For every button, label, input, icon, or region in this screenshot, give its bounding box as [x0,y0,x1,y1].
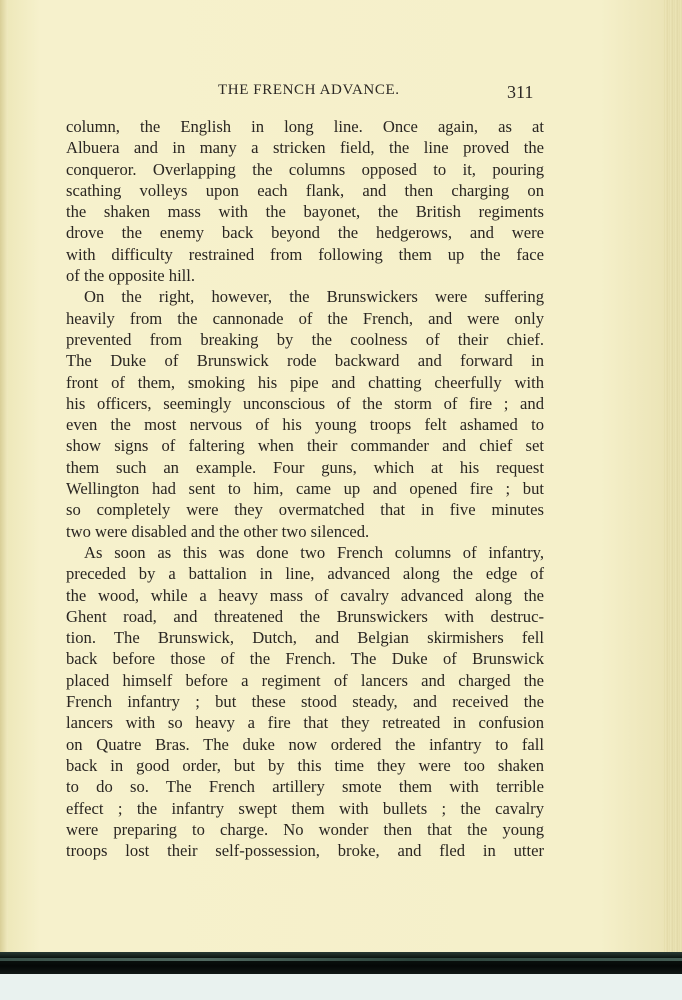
running-head-title: THE FRENCH ADVANCE. [218,82,400,98]
text-line: French infantry ; but these stood steady, and received the [66,692,544,712]
text-line: placed himself before a regiment of lancers and charged the [66,670,544,690]
text-line: effect ; the infantry swept them with bullets ; the cavalry [66,798,544,818]
text-line: scathing volleys upon each flank, and then charging on [66,180,544,200]
scan-margin [0,974,682,1000]
text-line: Albuera and in many a stricken field, the line proved the [66,138,544,158]
body-text [66,116,544,861]
text-line: preceded by a battalion in line, advanced along the edge of [66,564,544,584]
text-line: even the most nervous of his young troops felt ashamed to [66,415,544,435]
page-number: 311 [507,82,534,102]
text-line: troops lost their self-possession, broke, and fled in utter [66,841,544,861]
text-line: the shaken mass with the bayonet, the British regiments [66,202,544,222]
text-line: of the opposite hill. [66,266,196,286]
text-line: conqueror. Overlapping the columns opposed to it, pouring [66,159,544,179]
text-line: drove the enemy back beyond the hedgerows, and were [66,223,544,243]
text-line: Ghent road, and threatened the Brunswickers with destruc- [66,606,544,626]
scanner-band-highlight [0,958,682,961]
text-line: column, the English in long line. Once again, as at [66,117,544,136]
scanner-bottom-band [0,952,682,974]
text-line: show signs of faltering when their commander and chief set [66,436,544,456]
text-line: to do so. The French artillery smote them with terrible [66,777,544,797]
page-stack-edge [664,0,682,960]
text-line: tion. The Brunswick, Dutch, and Belgian skirmishers fell [66,628,544,648]
text-line: two were disabled and the other two silenced. [66,521,370,541]
paragraph-start-line: As soon as this was done two French columns of infantry, [84,542,544,562]
text-line: heavily from the cannonade of the French, and were only [66,308,544,328]
text-line: were preparing to charge. No wonder then that the young [66,819,544,839]
paragraph-start-line: On the right, however, the Brunswickers were suffering [84,287,544,307]
text-line: on Quatre Bras. The duke now ordered the infantry to fall [66,734,544,754]
text-line: with difficulty restrained from following them up the face [66,244,544,264]
text-line: the wood, while a heavy mass of cavalry advanced along the [66,585,544,605]
text-line: The Duke of Brunswick rode backward and forward in [66,351,544,371]
text-line: his officers, seemingly unconscious of the storm of fire ; and [66,393,544,413]
text-line: lancers with so heavy a fire that they retreated in confusion [66,713,544,733]
text-line: Wellington had sent to him, came up and opened fire ; but [66,479,544,499]
text-line: so completely were they overmatched that in five minutes [66,500,544,520]
text-line: them such an example. Four guns, which at his request [66,457,544,477]
page-left-edge [0,0,8,1000]
text-line: back before those of the French. The Duke of Brunswick [66,649,544,669]
running-head [0,80,682,104]
text-line: back in good order, but by this time they were too shaken [66,755,544,775]
text-line: front of them, smoking his pipe and chatting cheerfully with [66,372,544,392]
text-line: prevented from breaking by the coolness of their chief. [66,329,544,349]
